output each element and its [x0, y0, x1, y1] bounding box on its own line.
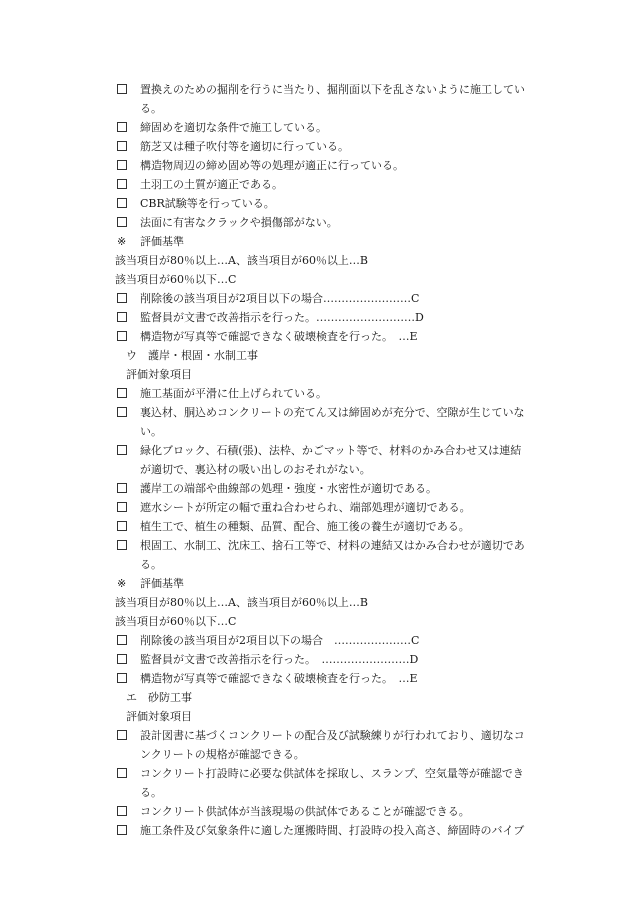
checklist-item [0, 175, 630, 194]
checklist-item [0, 631, 630, 650]
continuation-text: ンクリートの規格が確認できる。 [140, 748, 305, 761]
checklist-item-text: 土羽工の土質が適正である。 [140, 178, 283, 191]
checklist-item [0, 517, 630, 536]
checklist-item-text: 構造物が写真等で確認できなく破壊検査を行った。 …E [140, 330, 418, 343]
checklist-item [0, 118, 630, 137]
checklist-item-continuation [0, 745, 630, 764]
checklist-item-text: CBR試験等を行っている。 [140, 197, 275, 210]
checkbox-icon [117, 635, 127, 645]
criteria-line [0, 612, 630, 631]
checklist-item [0, 479, 630, 498]
checklist-item-text: 根固工、水制工、沈床工、捨石工等で、材料の連結又はかみ合わせが適切であ [140, 539, 525, 552]
checkbox-icon [117, 141, 127, 151]
checklist-item [0, 194, 630, 213]
continuation-text: る。 [140, 786, 162, 799]
checkbox-icon [117, 825, 127, 835]
checkbox-icon [117, 730, 127, 740]
reference-mark-icon: ※ [117, 577, 127, 590]
checklist-item-continuation [0, 555, 630, 574]
checklist-item-text: 裏込材、胴込めコンクリートの充てん又は締固めが充分で、空隙が生じていな [140, 406, 525, 419]
checklist-item-continuation [0, 422, 630, 441]
checklist-item-text: 緑化ブロック、石積(張)、法枠、かごマット等で、材料のかみ合わせ又は連結 [140, 444, 522, 457]
checklist-item-text: 法面に有害なクラックや損傷部がない。 [140, 216, 338, 229]
checklist-item [0, 308, 630, 327]
criteria-line [0, 270, 630, 289]
subsection-heading [0, 365, 630, 384]
checklist-item-text: 施工基面が平滑に仕上げられている。 [140, 387, 327, 400]
continuation-text: い。 [140, 425, 162, 438]
continuation-text: が適切で、裏込材の吸い出しのおそれがない。 [140, 463, 371, 476]
checklist-item-text: 削除後の該当項目が2項目以下の場合 …………………C [140, 634, 420, 647]
checklist-item-text: 施工条件及び気象条件に適した運搬時間、打設時の投入高さ、締固時のバイブ [140, 824, 525, 837]
checklist-item [0, 441, 630, 460]
checkbox-icon [117, 160, 127, 170]
subsection-heading-text: 評価対象項目 [126, 368, 192, 381]
reference-mark-icon: ※ [117, 235, 127, 248]
checkbox-icon [117, 84, 127, 94]
checklist-item [0, 156, 630, 175]
criteria-text: 該当項目が60％以下…C [115, 273, 237, 286]
checklist-item [0, 327, 630, 346]
evaluation-criteria-heading [0, 574, 630, 593]
checklist-item-text: 植生工で、植生の種類、品質、配合、施工後の養生が適切である。 [140, 520, 470, 533]
checklist-item-continuation [0, 460, 630, 479]
checkbox-icon [117, 540, 127, 550]
checkbox-icon [117, 445, 127, 455]
checklist-item-continuation [0, 99, 630, 118]
subsection-heading [0, 707, 630, 726]
checkbox-icon [117, 179, 127, 189]
criteria-line [0, 593, 630, 612]
checklist-item [0, 403, 630, 422]
checkbox-icon [117, 407, 127, 417]
section-heading-text: ウ 護岸・根固・水制工事 [126, 349, 258, 362]
checkbox-icon [117, 331, 127, 341]
checklist-item [0, 650, 630, 669]
checklist-item [0, 669, 630, 688]
checkbox-icon [117, 673, 127, 683]
checklist-item-text: 設計図書に基づくコンクリートの配合及び試験練りが行われており、適切なコ [140, 729, 525, 742]
checklist-item-continuation [0, 783, 630, 802]
checklist-item-text: 筋芝又は種子吹付等を適切に行っている。 [140, 140, 349, 153]
criteria-heading-text: 評価基準 [140, 235, 184, 248]
checklist-item-text: 構造物が写真等で確認できなく破壊検査を行った。 …E [140, 672, 418, 685]
checklist-item [0, 536, 630, 555]
checkbox-icon [117, 217, 127, 227]
evaluation-criteria-heading [0, 232, 630, 251]
criteria-text: 該当項目が60％以下…C [115, 615, 237, 628]
checklist-item [0, 213, 630, 232]
checkbox-icon [117, 806, 127, 816]
checklist-item-text: 構造物周辺の締め固め等の処理が適正に行っている。 [140, 159, 404, 172]
checklist-item-text: 護岸工の端部や曲線部の処理・強度・水密性が適切である。 [140, 482, 437, 495]
checklist-item-text: 遮水シートが所定の幅で重ね合わせられ、端部処理が適切である。 [140, 501, 471, 514]
document-body [0, 80, 630, 840]
section-heading-text: エ 砂防工事 [126, 691, 192, 704]
checklist-item-text: 締固めを適切な条件で施工している。 [140, 121, 327, 134]
criteria-text: 該当項目が80％以上…A、該当項目が60％以上…B [115, 596, 369, 609]
checklist-item [0, 384, 630, 403]
checklist-item-text: 置換えのための掘削を行うに当たり、掘削面以下を乱さないように施工してい [140, 83, 525, 96]
checklist-item [0, 764, 630, 783]
checkbox-icon [117, 293, 127, 303]
section-heading [0, 688, 630, 707]
checkbox-icon [117, 654, 127, 664]
checkbox-icon [117, 198, 127, 208]
checkbox-icon [117, 521, 127, 531]
checkbox-icon [117, 483, 127, 493]
checklist-item [0, 289, 630, 308]
checklist-item [0, 726, 630, 745]
checkbox-icon [117, 388, 127, 398]
continuation-text: る。 [140, 102, 162, 115]
checklist-item [0, 498, 630, 517]
section-heading [0, 346, 630, 365]
checkbox-icon [117, 122, 127, 132]
checkbox-icon [117, 502, 127, 512]
checklist-item-text: 監督員が文書で改善指示を行った。………………………D [140, 311, 424, 324]
checklist-item-text: 監督員が文書で改善指示を行った。 ……………………D [140, 653, 419, 666]
criteria-text: 該当項目が80％以上…A、該当項目が60％以上…B [115, 254, 369, 267]
continuation-text: る。 [140, 558, 162, 571]
checklist-item [0, 137, 630, 156]
checklist-item [0, 802, 630, 821]
checklist-item [0, 80, 630, 99]
criteria-heading-text: 評価基準 [140, 577, 184, 590]
checklist-item-text: コンクリート打設時に必要な供試体を採取し、スランプ、空気量等が確認でき [140, 767, 524, 780]
checklist-item [0, 821, 630, 840]
checklist-item-text: 削除後の該当項目が2項目以下の場合……………………C [140, 292, 420, 305]
subsection-heading-text: 評価対象項目 [126, 710, 192, 723]
criteria-line [0, 251, 630, 270]
checkbox-icon [117, 312, 127, 322]
checklist-item-text: コンクリート供試体が当該現場の供試体であることが確認できる。 [140, 805, 470, 818]
checkbox-icon [117, 768, 127, 778]
